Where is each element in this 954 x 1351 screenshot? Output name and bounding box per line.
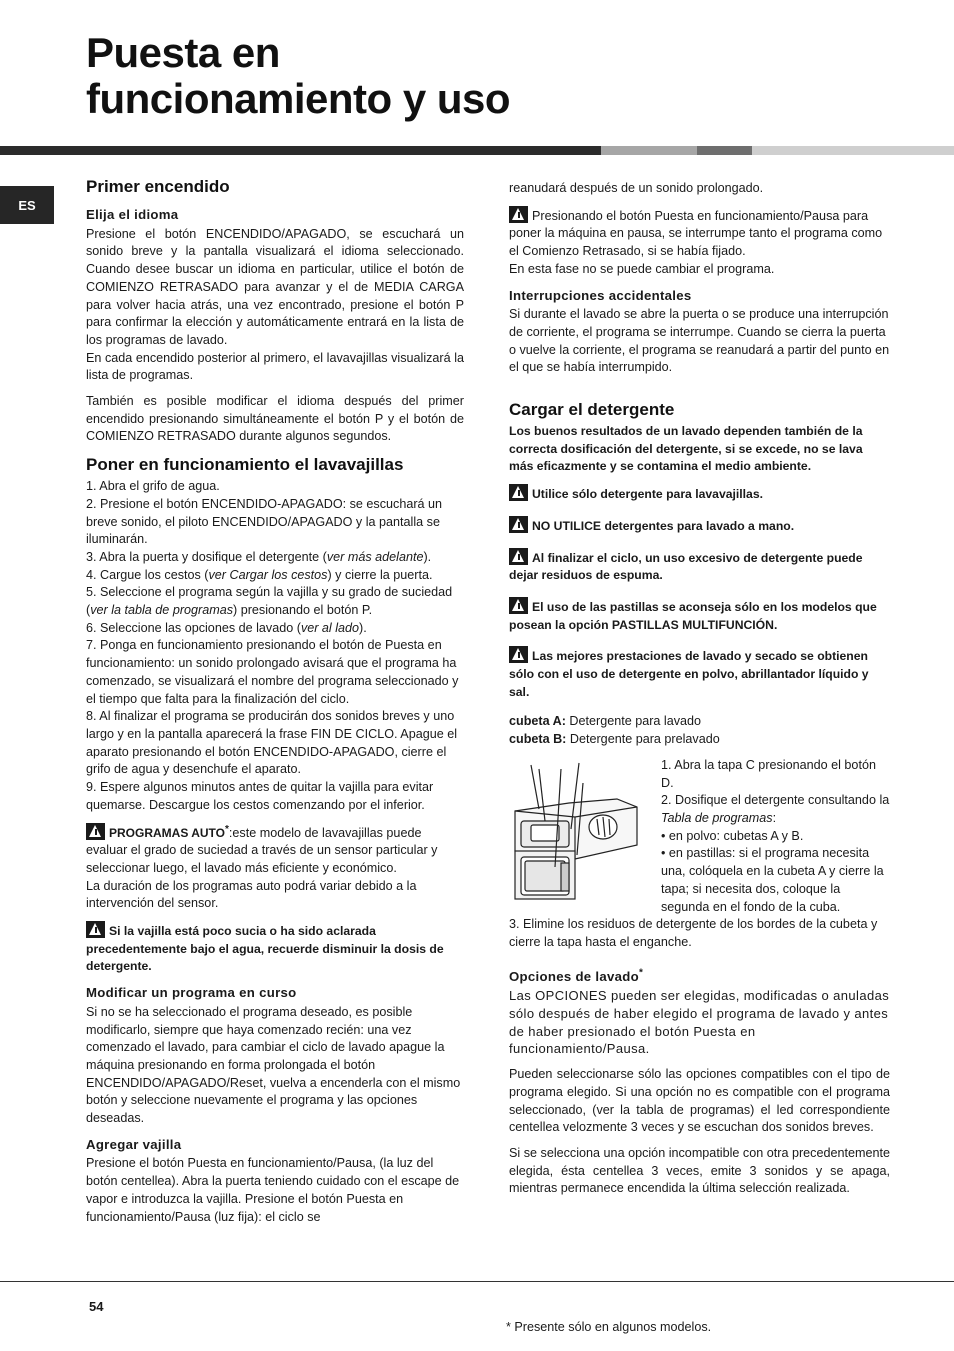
language-tab: ES [0, 186, 54, 224]
list-item: 1. Abra el grifo de agua. [86, 479, 220, 494]
paragraph: La duración de los programas auto podrá variar debido a la intervención del sensor. [86, 878, 417, 911]
programas-auto-note: PROGRAMAS AUTO*:este modelo de lavavajillas puede evaluar el grado de suciedad a través de un sensor particular y seleccionar luego, el lavado más eficiente y económico. [86, 823, 438, 875]
warning-icon [86, 921, 105, 938]
warning-icon [86, 823, 105, 840]
header-rule-mid [697, 146, 752, 155]
page-title: Puesta en funcionamiento y uso [86, 29, 511, 122]
paragraph: También es posible modificar el idioma después del primer encendido presionando simultáneamente el botón P y el botón de COMIENZO RETRASADO durante algunos segundos. [86, 394, 464, 444]
footer-rule [0, 1281, 954, 1282]
paragraph: Presione el botón Puesta en funcionamiento/Pausa, (la luz del botón centellea). Abra la puerta teniendo cuidado con el escape de vapor e introduzca la vajilla. Presione el botón Puesta en funcionamiento/Pausa (luz fija): el ciclo se [86, 1156, 460, 1224]
warning-note: Las mejores prestaciones de lavado y secado se obtienen sólo con el uso de detergente en polvo, abrillantador líquido y sal. [509, 646, 890, 701]
warning-note: NO UTILICE detergentes para lavado a mano. [509, 516, 890, 536]
warning-note: Al finalizar el ciclo, un uso excesivo de detergente puede dejar residuos de espuma. [509, 548, 890, 585]
header-rule-light [601, 146, 697, 155]
warning-note: Presionando el botón Puesta en funcionamiento/Pausa para poner la máquina en pausa, se interrumpe tanto el programa como el Comienzo Retrasado, si se había fijado. [509, 206, 890, 261]
warning-icon [509, 206, 528, 223]
list-item: 5. Seleccione el programa según la vajilla y su grado de suciedad (ver la tabla de programas) presionando el botón P. [86, 585, 453, 618]
paragraph: Las OPCIONES pueden ser elegidas, modificadas o anuladas sólo después de haber elegido el programa de lavado y antes de haber presionado el botón Puesta en funcionamiento/Pausa. [509, 988, 890, 1057]
detergent-dispenser-illustration [509, 759, 649, 909]
paragraph: Si durante el lavado se abre la puerta o se produce una interrupción de corriente, el programa se interrumpe. Cuando se cierra la puerta o vuelve la corriente, el programa se reanudará a partir del punto en el que se había interrumpido. [509, 307, 890, 375]
list-item: 2. Dosifique el detergente consultando la Tabla de programas: [661, 793, 890, 825]
paragraph: En cada encendido posterior al primero, el lavavajillas visualizará la lista de programas. [86, 350, 464, 383]
list-item: • en pastillas: si el programa necesita una, colóquela en la cubeta A y cierre la tapa; si necesita dos, coloque la segunda en el fondo de la cuba. [661, 846, 884, 914]
list-item: 2. Presione el botón ENCENDIDO-APAGADO: se escuchará un breve sonido, el piloto ENCENDIDO/APAGADO y la pantalla se iluminarán. [86, 496, 443, 547]
list-item: 9. Espere algunos minutos antes de quitar la vajilla para evitar quemarse. Descargue los cestos comenzando por el inferior. [86, 780, 434, 812]
warning-icon [509, 516, 528, 533]
paragraph: Si no se ha seleccionado el programa deseado, es posible modificarlo, siempre que haya comenzado recién: una vez comenzado el lavado, para cambiar el ciclo de lavado apague la máquina presionando en forma prolongada el botón ENCENDIDO/APAGADO/Reset, vuelva a encenderla con el mismo botón y seleccione nuevamente el programa y las opciones deseadas. [86, 1004, 461, 1126]
section-heading-poner-funcionamiento: Poner en funcionamiento el lavavajillas [86, 455, 404, 475]
right-column [509, 180, 890, 1198]
list-item: 4. Cargue los cestos (ver Cargar los cestos) y cierre la puerta. [86, 567, 433, 582]
subheading-interrupciones: Interrupciones accidentales [509, 287, 692, 303]
list-item: 7. Ponga en funcionamiento presionando el botón de Puesta en funcionamiento: un sonido prolongado avisará que el programa ha comenzado, se visualizará el nombre del programa seleccionado y el tiempo que falta para la finalización del ciclo. [86, 638, 459, 706]
warning-icon [509, 548, 528, 565]
list-item: 8. Al finalizar el programa se producirán dos sonidos breves y uno largo y en la pantalla aparecerá la frase FIN DE CICLO. Apague el aparato presionando el botón ENCENDIDO-APAGADO, cierre el grifo de agua y desenchufe el aparato. [86, 709, 458, 777]
subheading-elija-idioma: Elija el idioma [86, 207, 179, 222]
cubeta-b-label: cubeta B: Detergente para prelavado [509, 732, 720, 747]
cubeta-a-label: cubeta A: Detergente para lavado [509, 714, 702, 729]
warning-icon [509, 646, 528, 663]
header-rule-dark [0, 146, 601, 155]
paragraph: Presione el botón ENCENDIDO/APAGADO, se escuchará un sonido breve y la pantalla visualizará el idioma seleccionado. Cuando desee buscar un idioma en particular, utilice el botón de COMIENZO RETRASADO para avanzar y el de MEDIA CARGA para volver hacia atrás, una vez encontrado, presione el botón P para confirmar la elección y automáticamente entrará en la lista de los programas de lavado. [86, 226, 464, 347]
list-item: • en polvo: cubetas A y B. [661, 828, 804, 843]
warning-note: El uso de las pastillas se aconseja sólo en los modelos que posean la opción PASTILLAS MULTIFUNCIÓN. [509, 597, 890, 634]
left-column [86, 176, 464, 1226]
list-item: 6. Seleccione las opciones de lavado (ver al lado). [86, 620, 367, 635]
paragraph: Pueden seleccionarse sólo las opciones compatibles con el tipo de programa elegido. Si una opción no es compatible con el programa seleccionado, (ver la tabla de programas) el led correspondiente centellea velozmente 3 veces y se escuchan dos sonidos breves. [509, 1067, 890, 1135]
warning-note: Si la vajilla está poco sucia o ha sido aclarada precedentemente bajo el agua, recuerde disminuir la dosis de detergente. [86, 921, 464, 976]
paragraph: En esta fase no se puede cambiar el programa. [509, 261, 775, 276]
section-heading-primer-encendido: Primer encendido [86, 177, 230, 196]
warning-icon [509, 484, 528, 501]
header-rule-pale [752, 146, 954, 155]
page-number: 54 [89, 1299, 104, 1314]
section-heading-cargar-detergente: Cargar el detergente [509, 400, 675, 420]
paragraph: Los buenos resultados de un lavado dependen también de la correcta dosificación del detergente, si se excede, no se lava más eficazmente y se contamina el medio ambiente. [509, 424, 863, 474]
warning-icon [509, 597, 528, 614]
paragraph: Si se selecciona una opción incompatible con otra precedentemente elegida, ésta centellea 3 veces, emite 3 sonidos y se apaga, mientras permanece encendida la última selección realizada. [509, 1145, 890, 1196]
detergent-dispenser-section [509, 757, 890, 952]
warning-note: Utilice sólo detergente para lavavajillas. [509, 484, 890, 504]
paragraph: reanudará después de un sonido prolongado. [509, 181, 764, 195]
list-item: 3. Abra la puerta y dosifique el detergente (ver más adelante). [86, 549, 432, 564]
subheading-opciones-lavado: Opciones de lavado* [509, 967, 644, 984]
list-item: 1. Abra la tapa C presionando el botón D. [661, 757, 876, 790]
subheading-agregar-vajilla: Agregar vajilla [86, 1136, 182, 1152]
footnote: * Presente sólo en algunos modelos. [506, 1320, 712, 1334]
list-item: 3. Elimine los residuos de detergente de los bordes de la cubeta y cierre la tapa hasta el enganche. [509, 917, 878, 949]
subheading-modificar-programa: Modificar un programa en curso [86, 985, 297, 1001]
